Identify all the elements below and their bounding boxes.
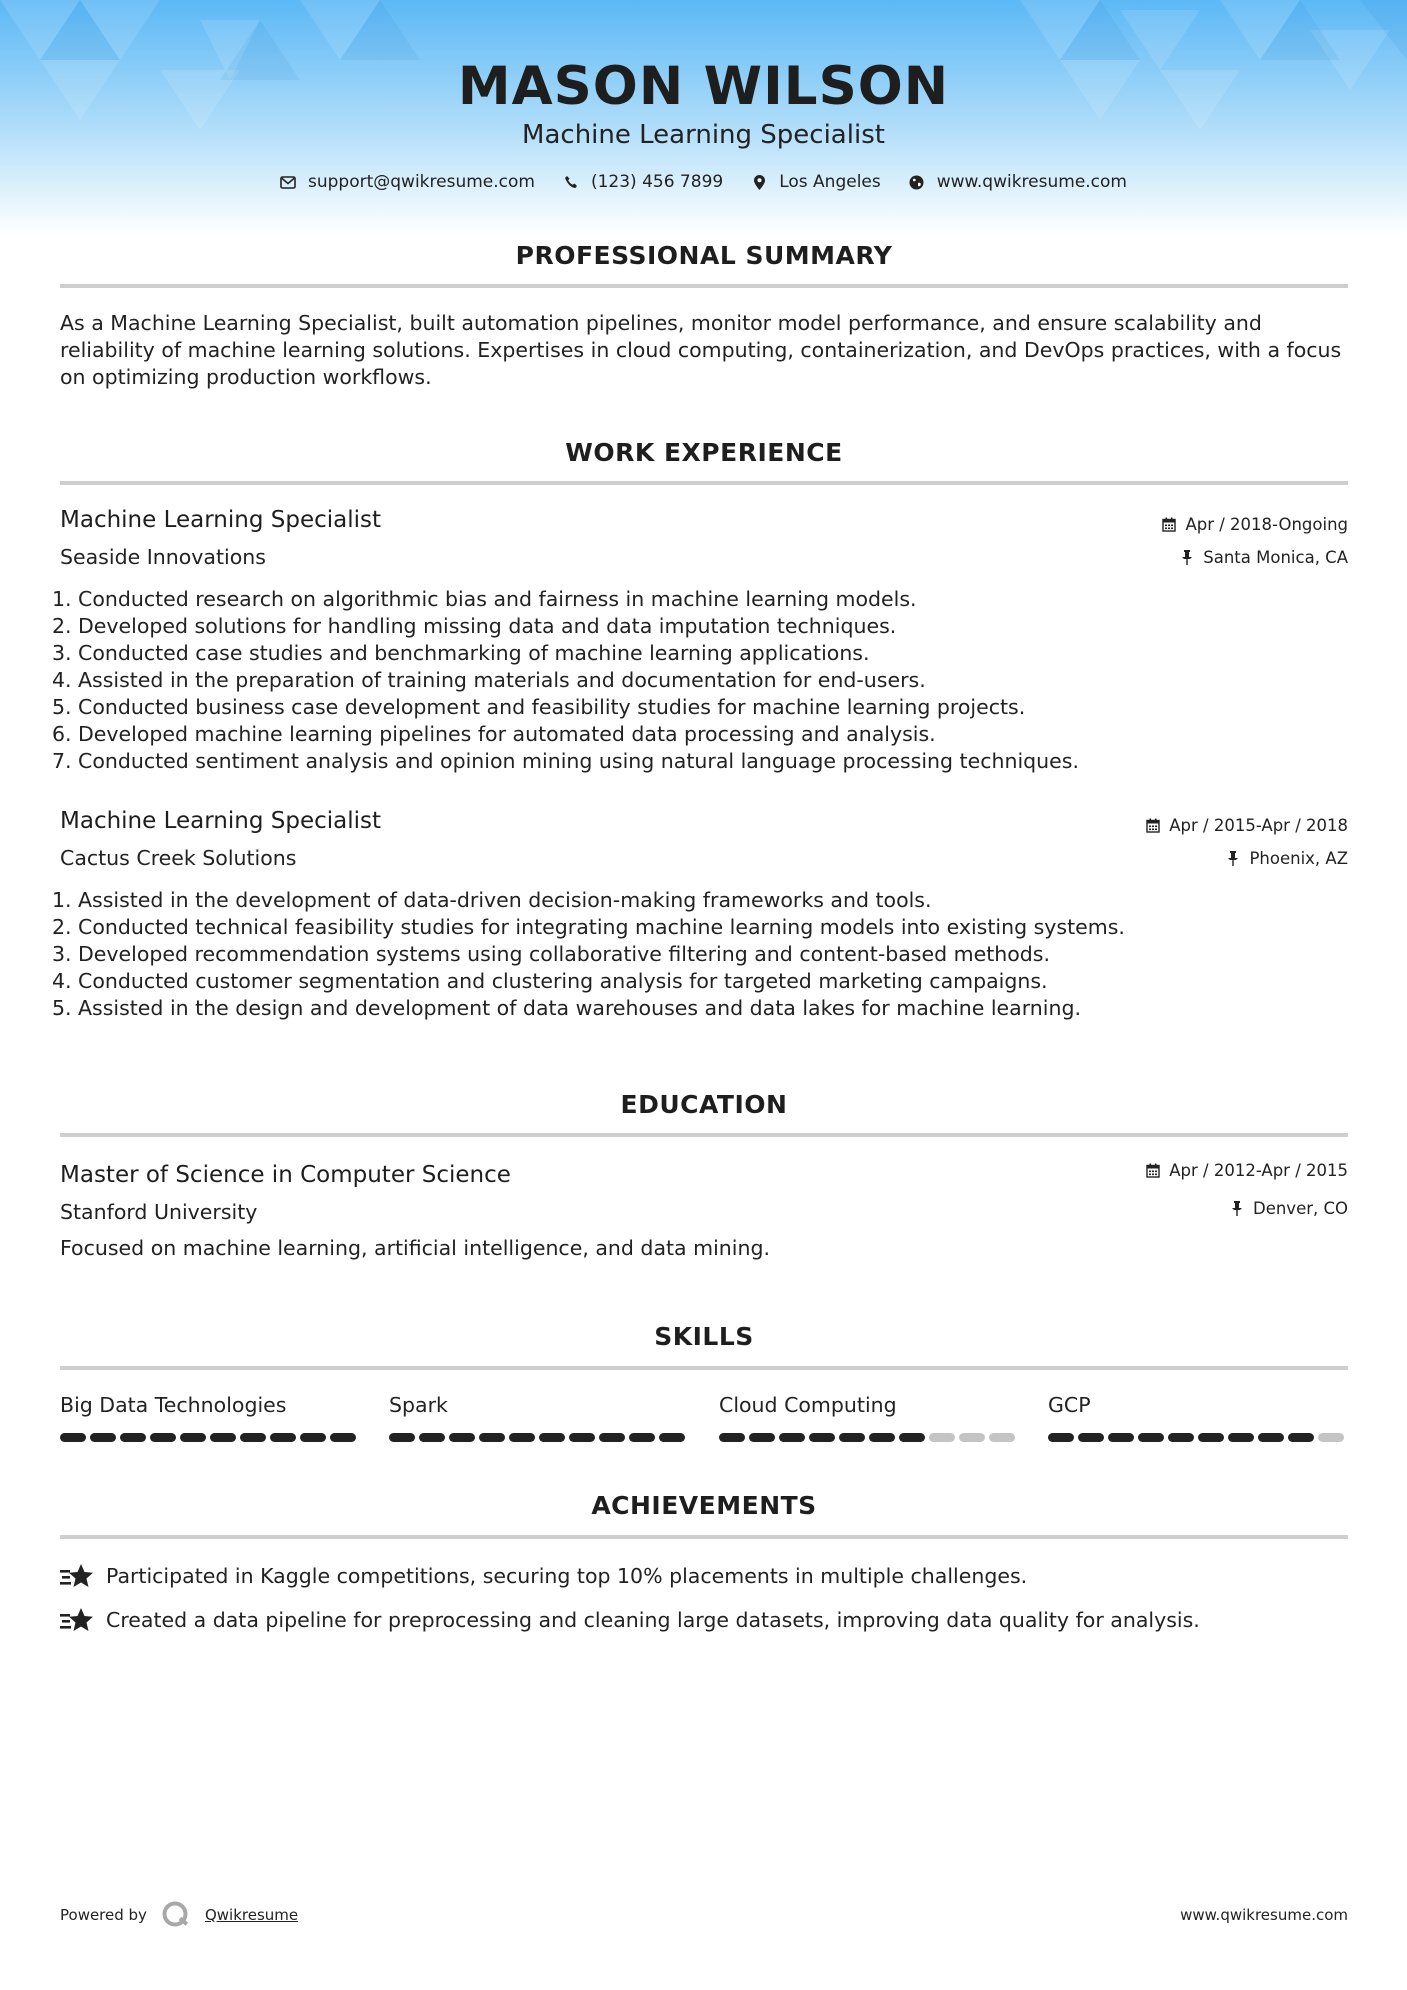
school-name: Stanford University: [60, 1200, 258, 1224]
skill-segment-filled: [509, 1433, 535, 1442]
list-item: 3. Conducted case studies and benchmarking of machine learning applications.: [52, 641, 870, 665]
list-item: 1. Conducted research on algorithmic bias and fairness in machine learning models.: [52, 587, 917, 611]
education-description: Focused on machine learning, artificial intelligence, and data mining.: [60, 1236, 771, 1260]
achievement-item: [60, 1563, 1027, 1589]
job-dates-text: Apr / 2018-Ongoing: [1185, 515, 1348, 534]
skill-segment-filled: [1108, 1433, 1134, 1442]
skill-segment-empty: [989, 1433, 1015, 1442]
calendar-icon: [1146, 818, 1160, 834]
pushpin-icon: [1230, 1201, 1244, 1217]
calendar-icon: [1146, 1163, 1160, 1179]
skill-segment-empty: [929, 1433, 955, 1442]
list-item: 1. Assisted in the development of data-driven decision-making frameworks and tools.: [52, 888, 932, 912]
shooting-star-icon: [60, 1607, 94, 1633]
envelope-icon: [280, 174, 296, 190]
shooting-star-icon: [60, 1563, 94, 1589]
calendar-icon: [1162, 517, 1176, 533]
candidate-role: Machine Learning Specialist: [522, 120, 885, 150]
list-item: 2. Conducted technical feasibility studies for integrating machine learning models into existing systems.: [52, 915, 1125, 939]
skill-segment-filled: [629, 1433, 655, 1442]
skill-item: [719, 1393, 1019, 1442]
list-item: 7. Conducted sentiment analysis and opinion mining using natural language processing techniques.: [52, 749, 1079, 773]
brand-link[interactable]: Qwikresume: [204, 1906, 299, 1924]
list-item: 6. Developed machine learning pipelines for automated data processing and analysis.: [52, 722, 936, 746]
job-title: Machine Learning Specialist: [60, 507, 382, 533]
candidate-name: MASON WILSON: [457, 56, 950, 117]
skill-segment-empty: [959, 1433, 985, 1442]
footer-website[interactable]: www.qwikresume.com: [1180, 1906, 1348, 1924]
job-location: [1180, 548, 1348, 567]
skill-segment-filled: [899, 1433, 925, 1442]
contact-bar: [0, 172, 1407, 192]
list-item: 2. Developed solutions for handling missing data and data imputation techniques.: [52, 614, 897, 638]
list-item: 3. Developed recommendation systems using collaborative filtering and content-based methods.: [52, 942, 1050, 966]
contact-website[interactable]: [909, 172, 1127, 192]
job-location: [1226, 849, 1348, 868]
job-location-text: Santa Monica, CA: [1203, 548, 1348, 567]
section-divider: [60, 1133, 1348, 1137]
footer-powered-by: [60, 1900, 298, 1930]
section-title-summary: PROFESSIONAL SUMMARY: [515, 241, 893, 270]
job-bullets: [52, 586, 1079, 775]
education-dates-text: Apr / 2012-Apr / 2015: [1169, 1161, 1348, 1180]
skill-name: GCP: [1048, 1393, 1091, 1417]
skill-level-bar: [389, 1433, 689, 1442]
header-banner: [0, 0, 1407, 235]
list-item: 5. Conducted business case development and feasibility studies for machine learning projects.: [52, 695, 1026, 719]
skill-item: [389, 1393, 689, 1442]
section-divider: [60, 284, 1348, 288]
section-divider: [60, 1366, 1348, 1370]
map-pin-icon: [751, 174, 767, 190]
degree-title: Master of Science in Computer Science: [60, 1162, 511, 1188]
skill-name: Spark: [389, 1393, 448, 1417]
skill-segment-filled: [569, 1433, 595, 1442]
section-title-education: EDUCATION: [620, 1090, 788, 1119]
location-text: Los Angeles: [779, 172, 881, 192]
skill-segment-filled: [389, 1433, 415, 1442]
contact-phone: [563, 172, 723, 192]
job-bullets: [52, 887, 1125, 1022]
skill-segment-filled: [1198, 1433, 1224, 1442]
skill-segment-filled: [60, 1433, 86, 1442]
skill-segment-filled: [599, 1433, 625, 1442]
job-location-text: Phoenix, AZ: [1249, 849, 1348, 868]
skill-segment-filled: [1078, 1433, 1104, 1442]
section-title-experience: WORK EXPERIENCE: [565, 438, 843, 467]
phone-text: (123) 456 7899: [590, 172, 724, 192]
skill-segment-filled: [1288, 1433, 1314, 1442]
skill-segment-filled: [180, 1433, 206, 1442]
company-name: Cactus Creek Solutions: [60, 846, 297, 870]
section-divider: [60, 1535, 1348, 1539]
skill-level-bar: [1048, 1433, 1348, 1442]
achievement-item: [60, 1607, 1200, 1633]
skill-segment-filled: [839, 1433, 865, 1442]
skill-segment-filled: [150, 1433, 176, 1442]
skill-segment-filled: [419, 1433, 445, 1442]
skill-segment-filled: [330, 1433, 356, 1442]
contact-location: [751, 172, 881, 192]
skill-segment-filled: [1168, 1433, 1194, 1442]
skill-segment-filled: [1048, 1433, 1074, 1442]
skill-segment-filled: [300, 1433, 326, 1442]
triangle-pattern: [0, 0, 1407, 235]
skill-segment-filled: [1138, 1433, 1164, 1442]
job-title: Machine Learning Specialist: [60, 808, 382, 834]
skill-segment-filled: [270, 1433, 296, 1442]
list-item: 4. Assisted in the preparation of training materials and documentation for end-users.: [52, 668, 926, 692]
skill-item: [60, 1393, 360, 1442]
skill-name: Big Data Technologies: [60, 1393, 287, 1417]
pushpin-icon: [1180, 550, 1194, 566]
section-title-achievements: ACHIEVEMENTS: [591, 1491, 817, 1520]
globe-icon: [909, 174, 925, 190]
website-text: www.qwikresume.com: [936, 172, 1127, 192]
list-item: 5. Assisted in the design and development of data warehouses and data lakes for machine learning.: [52, 996, 1082, 1020]
skill-segment-filled: [539, 1433, 565, 1442]
skill-segment-empty: [1318, 1433, 1344, 1442]
achievement-text: Participated in Kaggle competitions, securing top 10% placements in multiple challenges.: [106, 1564, 1028, 1588]
skill-name: Cloud Computing: [719, 1393, 897, 1417]
section-divider: [60, 481, 1348, 485]
powered-by-label: Powered by: [60, 1906, 147, 1924]
email-text: support@qwikresume.com: [308, 172, 535, 192]
skill-segment-filled: [90, 1433, 116, 1442]
skill-level-bar: [719, 1433, 1019, 1442]
pushpin-icon: [1226, 851, 1240, 867]
phone-icon: [563, 174, 579, 190]
skill-segment-filled: [779, 1433, 805, 1442]
list-item: 4. Conducted customer segmentation and clustering analysis for targeted marketing campaigns.: [52, 969, 1048, 993]
skill-segment-filled: [449, 1433, 475, 1442]
achievement-text: Created a data pipeline for preprocessing and cleaning large datasets, improving data quality for analysis.: [106, 1608, 1200, 1632]
skill-segment-filled: [1258, 1433, 1284, 1442]
section-title-skills: SKILLS: [654, 1322, 754, 1351]
education-location-text: Denver, CO: [1252, 1199, 1348, 1218]
qwikresume-logo-icon: [161, 1900, 191, 1930]
skill-segment-filled: [809, 1433, 835, 1442]
education-location: [1230, 1199, 1348, 1218]
skill-item: [1048, 1393, 1348, 1442]
skill-segment-filled: [749, 1433, 775, 1442]
contact-email[interactable]: [280, 172, 535, 192]
skill-segment-filled: [210, 1433, 236, 1442]
job-dates: [1162, 515, 1348, 534]
skill-segment-filled: [479, 1433, 505, 1442]
company-name: Seaside Innovations: [60, 545, 266, 569]
skill-segment-filled: [1228, 1433, 1254, 1442]
job-dates: [1146, 816, 1348, 835]
skill-segment-filled: [120, 1433, 146, 1442]
education-dates: [1146, 1161, 1348, 1180]
skill-segment-filled: [240, 1433, 266, 1442]
skill-level-bar: [60, 1433, 360, 1442]
skill-segment-filled: [659, 1433, 685, 1442]
job-dates-text: Apr / 2015-Apr / 2018: [1169, 816, 1348, 835]
summary-text: As a Machine Learning Specialist, built automation pipelines, monitor model performance, and ensure scalability and reliability of machine learning solutions. Expertises in cloud computing, containerization, and DevOps practices, with a focus on optimizing production workflows.: [60, 311, 1342, 389]
skill-segment-filled: [719, 1433, 745, 1442]
skill-segment-filled: [869, 1433, 895, 1442]
